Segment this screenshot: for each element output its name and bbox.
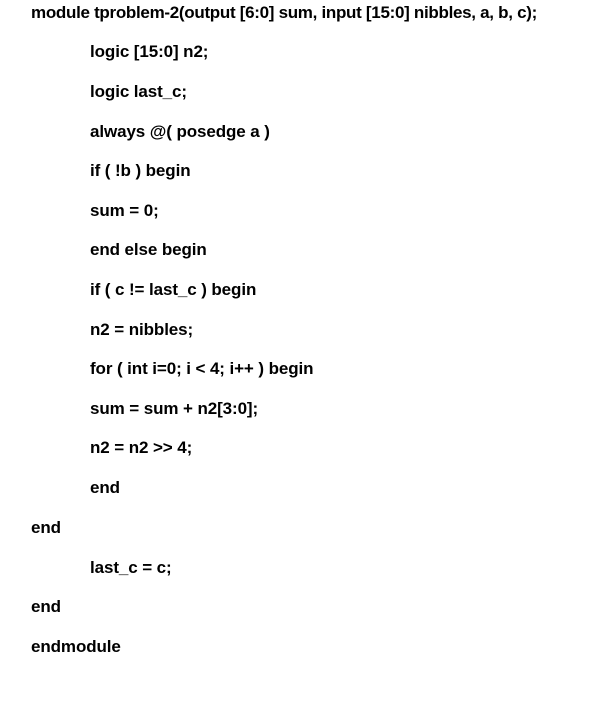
- code-line-endmodule: endmodule: [31, 637, 121, 656]
- code-line: always @( posedge a ): [90, 122, 270, 141]
- code-line: sum = sum + n2[3:0];: [90, 399, 259, 418]
- code-line: last_c = c;: [90, 558, 172, 577]
- code-line: end: [90, 478, 120, 497]
- code-line: end else begin: [90, 240, 207, 259]
- code-line: logic last_c;: [90, 82, 187, 101]
- code-line: logic [15:0] n2;: [90, 42, 209, 61]
- code-line: end: [31, 597, 61, 616]
- code-line: n2 = nibbles;: [90, 320, 194, 339]
- code-line: if ( !b ) begin: [90, 161, 191, 180]
- code-line: for ( int i=0; i < 4; i++ ) begin: [90, 359, 314, 378]
- code-line: n2 = n2 >> 4;: [90, 438, 193, 457]
- code-line: if ( c != last_c ) begin: [90, 280, 257, 299]
- code-line-module-header: module tproblem-2(output [6:0] sum, input [15:0] nibbles, a, b, c);: [31, 3, 537, 22]
- code-line: sum = 0;: [90, 201, 159, 220]
- code-line: end: [31, 518, 61, 537]
